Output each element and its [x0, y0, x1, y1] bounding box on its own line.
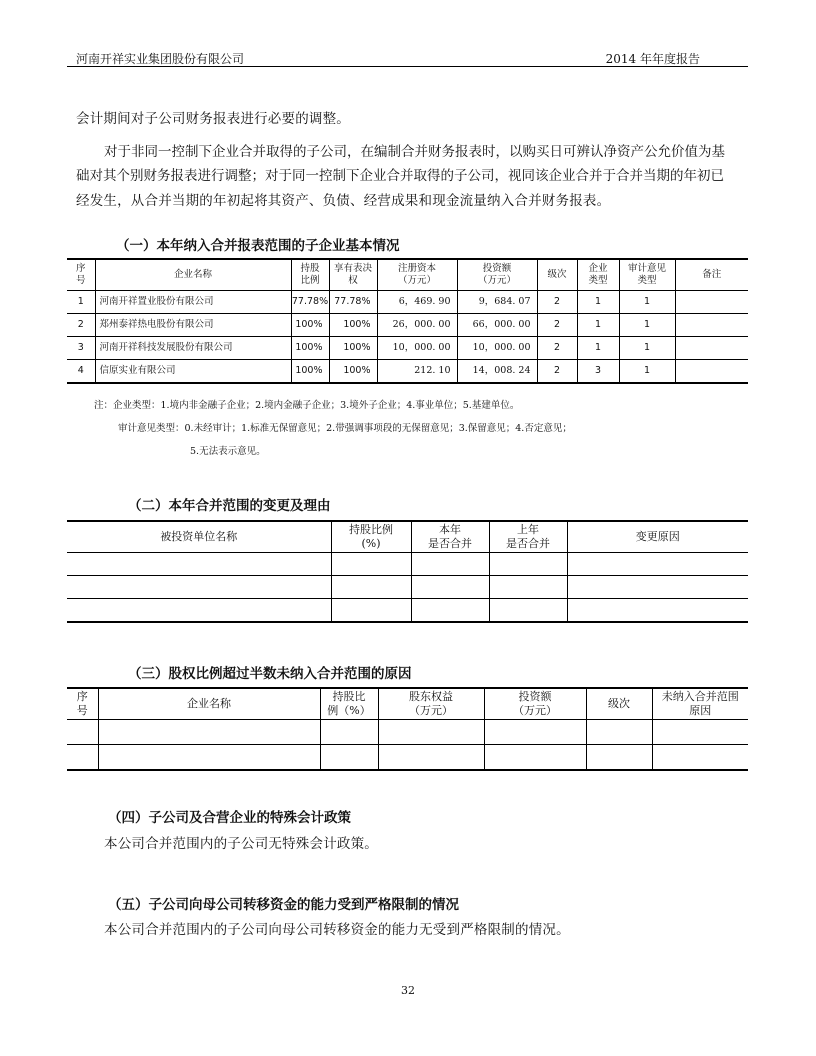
section2-title: （二）本年合并范围的变更及理由	[128, 498, 331, 514]
paragraph-2-line-2: 础对其个别财务报表进行调整；对于同一控制下企业合并取得的子公司，视同该企业合并于合并当期的年初已	[76, 168, 724, 184]
page-number: 32	[401, 984, 415, 997]
cell: 1	[619, 360, 675, 384]
cell: 10，000. 00	[457, 337, 537, 360]
table-row	[67, 720, 748, 745]
col-header-remark: 备注	[675, 259, 748, 291]
table-row	[67, 314, 748, 337]
cell	[675, 337, 748, 360]
table-row	[67, 745, 748, 771]
cell: 河南开祥置业股份有限公司	[95, 291, 291, 314]
cell: 1	[577, 291, 619, 314]
page-header-report: 2014 年年度报告	[605, 52, 700, 66]
table-row	[67, 576, 748, 599]
table-header-row	[67, 259, 748, 291]
section3-title: （三）股权比例超过半数未纳入合并范围的原因	[128, 666, 412, 682]
paragraph-1: 会计期间对子公司财务报表进行必要的调整。	[76, 111, 350, 127]
cell: 100%	[291, 314, 329, 337]
cell: 100%	[329, 360, 377, 384]
table-header-row	[67, 521, 748, 553]
cell: 3	[577, 360, 619, 384]
col-header-reason: 未纳入合并范围 原因	[652, 688, 748, 720]
cell: 郑州泰祥热电股份有限公司	[95, 314, 291, 337]
col-header-investee: 被投资单位名称	[67, 521, 331, 553]
cell	[675, 360, 748, 384]
cell: 1	[619, 291, 675, 314]
table-row	[67, 337, 748, 360]
paragraph-2-line-1: 对于非同一控制下企业合并取得的子公司，在编制合并财务报表时，以购买日可辨认净资产公允价值为基	[104, 144, 725, 160]
unconsolidated-table	[67, 687, 748, 771]
cell: 1	[577, 314, 619, 337]
cell: 2	[537, 360, 577, 384]
cell: 2	[537, 291, 577, 314]
table-header-row	[67, 688, 748, 720]
table-note-3: 5.无法表示意见。	[190, 446, 266, 457]
cell: 26，000. 00	[377, 314, 457, 337]
cell: 100%	[291, 337, 329, 360]
cell: 100%	[329, 337, 377, 360]
cell: 100%	[329, 314, 377, 337]
header-rule	[67, 66, 748, 67]
cell: 10，000. 00	[377, 337, 457, 360]
col-header-share: 持股比 例（%）	[320, 688, 378, 720]
col-header-invest: 投资额 （万元）	[457, 259, 537, 291]
col-header-no: 序 号	[67, 259, 95, 291]
col-header-level: 级次	[537, 259, 577, 291]
col-header-level: 级次	[586, 688, 652, 720]
col-header-equity: 股东权益 （万元）	[378, 688, 484, 720]
col-header-vote: 享有表决 权	[329, 259, 377, 291]
cell: 77.78%	[291, 291, 329, 314]
cell: 9，684. 07	[457, 291, 537, 314]
col-header-name: 企业名称	[98, 688, 320, 720]
cell: 1	[577, 337, 619, 360]
section4-text: 本公司合并范围内的子公司无特殊会计政策。	[104, 836, 378, 852]
cell: 河南开祥科技发展股份有限公司	[95, 337, 291, 360]
section5-text: 本公司合并范围内的子公司向母公司转移资金的能力无受到严格限制的情况。	[104, 922, 570, 938]
col-header-capital: 注册资本 （万元）	[377, 259, 457, 291]
col-header-this-year: 本年 是否合并	[411, 521, 489, 553]
cell: 3	[67, 337, 95, 360]
subsidiaries-table	[67, 258, 748, 384]
col-header-last-year: 上年 是否合并	[489, 521, 567, 553]
cell: 66，000. 00	[457, 314, 537, 337]
scope-change-table	[67, 520, 748, 623]
paragraph-2-line-3: 经发生，从合并当期的年初起将其资产、负债、经营成果和现金流量纳入合并财务报表。	[76, 193, 611, 209]
table-row	[67, 553, 748, 576]
cell: 212. 10	[377, 360, 457, 384]
cell: 1	[619, 337, 675, 360]
cell: 2	[537, 337, 577, 360]
col-header-name: 企业名称	[95, 259, 291, 291]
section5-title: （五）子公司向母公司转移资金的能力受到严格限制的情况	[108, 897, 459, 913]
col-header-audit: 审计意见 类型	[619, 259, 675, 291]
table-row	[67, 291, 748, 314]
col-header-reason: 变更原因	[567, 521, 748, 553]
table-note-2: 审计意见类型：0.未经审计；1.标准无保留意见；2.带强调事项段的无保留意见；3.保留意见；4.否定意见；	[118, 423, 572, 434]
page-header-company: 河南开祥实业集团股份有限公司	[76, 52, 245, 66]
cell	[675, 314, 748, 337]
col-header-share: 持股 比例	[291, 259, 329, 291]
section4-title: （四）子公司及合营企业的特殊会计政策	[108, 810, 351, 826]
col-header-type: 企业 类型	[577, 259, 619, 291]
col-header-no: 序 号	[67, 688, 98, 720]
cell: 4	[67, 360, 95, 384]
cell: 1	[619, 314, 675, 337]
cell: 信原实业有限公司	[95, 360, 291, 384]
cell: 6，469. 90	[377, 291, 457, 314]
cell: 77.78%	[329, 291, 377, 314]
table-row	[67, 360, 748, 384]
section1-title: （一）本年纳入合并报表范围的子企业基本情况	[116, 238, 400, 254]
cell	[675, 291, 748, 314]
cell: 1	[67, 291, 95, 314]
col-header-share: 持股比例 (%)	[331, 521, 411, 553]
table-note-1: 注：企业类型：1.境内非金融子企业；2.境内金融子企业；3.境外子企业；4.事业单位；5.基建单位。	[94, 400, 520, 411]
table-row	[67, 599, 748, 623]
cell: 14，008. 24	[457, 360, 537, 384]
cell: 2	[67, 314, 95, 337]
cell: 100%	[291, 360, 329, 384]
cell: 2	[537, 314, 577, 337]
col-header-invest: 投资额 （万元）	[484, 688, 586, 720]
